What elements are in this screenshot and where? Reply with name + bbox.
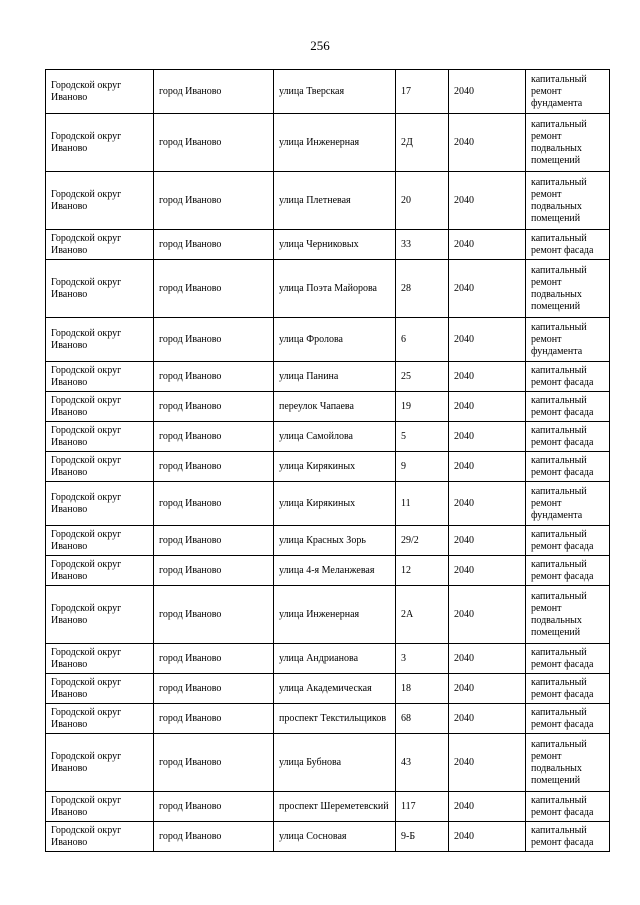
year-cell: 2040 [449,318,526,362]
year-cell: 2040 [449,586,526,644]
house-cell: 5 [396,422,449,452]
district-cell: Городской округ Иваново [46,362,154,392]
year-cell: 2040 [449,70,526,114]
district-cell: Городской округ Иваново [46,422,154,452]
house-cell: 25 [396,362,449,392]
work-type-cell: капитальный ремонт подвальных помещений [526,260,610,318]
year-cell: 2040 [449,556,526,586]
district-cell: Городской округ Иваново [46,526,154,556]
year-cell: 2040 [449,644,526,674]
house-cell: 28 [396,260,449,318]
street-cell: проспект Шереметевский [274,792,396,822]
house-cell: 11 [396,482,449,526]
table-row [46,362,610,392]
city-cell: город Иваново [154,792,274,822]
work-type-cell: капитальный ремонт фасада [526,644,610,674]
table-row [46,172,610,230]
district-cell: Городской округ Иваново [46,792,154,822]
city-cell: город Иваново [154,362,274,392]
district-cell: Городской округ Иваново [46,114,154,172]
district-cell: Городской округ Иваново [46,452,154,482]
year-cell: 2040 [449,674,526,704]
repair-schedule-table [45,69,610,852]
table-row [46,556,610,586]
city-cell: город Иваново [154,704,274,734]
table-row [46,792,610,822]
city-cell: город Иваново [154,526,274,556]
table-row [46,586,610,644]
district-cell: Городской округ Иваново [46,70,154,114]
city-cell: город Иваново [154,556,274,586]
table-row [46,526,610,556]
work-type-cell: капитальный ремонт фасада [526,452,610,482]
table-row [46,70,610,114]
street-cell: улица Сосновая [274,822,396,852]
house-cell: 29/2 [396,526,449,556]
house-cell: 3 [396,644,449,674]
street-cell: проспект Текстильщиков [274,704,396,734]
district-cell: Городской округ Иваново [46,172,154,230]
work-type-cell: капитальный ремонт фасада [526,674,610,704]
house-cell: 20 [396,172,449,230]
house-cell: 12 [396,556,449,586]
street-cell: улица Академическая [274,674,396,704]
city-cell: город Иваново [154,230,274,260]
house-cell: 68 [396,704,449,734]
table-row [46,734,610,792]
city-cell: город Иваново [154,260,274,318]
district-cell: Городской округ Иваново [46,822,154,852]
year-cell: 2040 [449,704,526,734]
table-row [46,318,610,362]
table-row [46,230,610,260]
city-cell: город Иваново [154,482,274,526]
city-cell: город Иваново [154,452,274,482]
house-cell: 33 [396,230,449,260]
work-type-cell: капитальный ремонт подвальных помещений [526,586,610,644]
table-row [46,452,610,482]
street-cell: улица Панина [274,362,396,392]
table-row [46,260,610,318]
house-cell: 2Д [396,114,449,172]
street-cell: улица Кирякиных [274,482,396,526]
year-cell: 2040 [449,422,526,452]
district-cell: Городской округ Иваново [46,704,154,734]
work-type-cell: капитальный ремонт подвальных помещений [526,114,610,172]
street-cell: улица Самойлова [274,422,396,452]
work-type-cell: капитальный ремонт фасада [526,526,610,556]
page-number: 256 [310,38,330,53]
year-cell: 2040 [449,172,526,230]
district-cell: Городской округ Иваново [46,734,154,792]
year-cell: 2040 [449,452,526,482]
district-cell: Городской округ Иваново [46,392,154,422]
work-type-cell: капитальный ремонт фасада [526,422,610,452]
district-cell: Городской округ Иваново [46,556,154,586]
table-row [46,114,610,172]
table-row [46,644,610,674]
work-type-cell: капитальный ремонт фасада [526,556,610,586]
city-cell: город Иваново [154,586,274,644]
work-type-cell: капитальный ремонт фундамента [526,482,610,526]
house-cell: 2А [396,586,449,644]
year-cell: 2040 [449,114,526,172]
street-cell: улица Тверская [274,70,396,114]
street-cell: улица Поэта Майорова [274,260,396,318]
district-cell: Городской округ Иваново [46,482,154,526]
street-cell: улица Андрианова [274,644,396,674]
work-type-cell: капитальный ремонт фундамента [526,318,610,362]
street-cell: улица Инженерная [274,586,396,644]
house-cell: 43 [396,734,449,792]
street-cell: улица Черниковых [274,230,396,260]
year-cell: 2040 [449,526,526,556]
house-cell: 19 [396,392,449,422]
street-cell: улица Кирякиных [274,452,396,482]
street-cell: улица Инженерная [274,114,396,172]
year-cell: 2040 [449,260,526,318]
house-cell: 9 [396,452,449,482]
street-cell: улица Плетневая [274,172,396,230]
table-row [46,422,610,452]
year-cell: 2040 [449,230,526,260]
work-type-cell: капитальный ремонт фасада [526,822,610,852]
city-cell: город Иваново [154,318,274,362]
city-cell: город Иваново [154,422,274,452]
street-cell: улица 4-я Меланжевая [274,556,396,586]
work-type-cell: капитальный ремонт подвальных помещений [526,734,610,792]
city-cell: город Иваново [154,822,274,852]
district-cell: Городской округ Иваново [46,230,154,260]
street-cell: улица Бубнова [274,734,396,792]
work-type-cell: капитальный ремонт фасада [526,392,610,422]
city-cell: город Иваново [154,734,274,792]
year-cell: 2040 [449,482,526,526]
table-row [46,392,610,422]
year-cell: 2040 [449,822,526,852]
year-cell: 2040 [449,362,526,392]
table-row [46,674,610,704]
table-row [46,704,610,734]
work-type-cell: капитальный ремонт фасада [526,792,610,822]
year-cell: 2040 [449,734,526,792]
work-type-cell: капитальный ремонт фасада [526,230,610,260]
house-cell: 18 [396,674,449,704]
work-type-cell: капитальный ремонт фасада [526,704,610,734]
year-cell: 2040 [449,792,526,822]
district-cell: Городской округ Иваново [46,674,154,704]
city-cell: город Иваново [154,644,274,674]
district-cell: Городской округ Иваново [46,318,154,362]
street-cell: улица Фролова [274,318,396,362]
table-row [46,822,610,852]
house-cell: 17 [396,70,449,114]
district-cell: Городской округ Иваново [46,260,154,318]
table-body [46,70,610,852]
house-cell: 6 [396,318,449,362]
street-cell: переулок Чапаева [274,392,396,422]
district-cell: Городской округ Иваново [46,644,154,674]
city-cell: город Иваново [154,114,274,172]
district-cell: Городской округ Иваново [46,586,154,644]
street-cell: улица Красных Зорь [274,526,396,556]
city-cell: город Иваново [154,172,274,230]
city-cell: город Иваново [154,70,274,114]
city-cell: город Иваново [154,392,274,422]
house-cell: 9-Б [396,822,449,852]
work-type-cell: капитальный ремонт фасада [526,362,610,392]
house-cell: 117 [396,792,449,822]
work-type-cell: капитальный ремонт подвальных помещений [526,172,610,230]
table-row [46,482,610,526]
work-type-cell: капитальный ремонт фундамента [526,70,610,114]
year-cell: 2040 [449,392,526,422]
city-cell: город Иваново [154,674,274,704]
